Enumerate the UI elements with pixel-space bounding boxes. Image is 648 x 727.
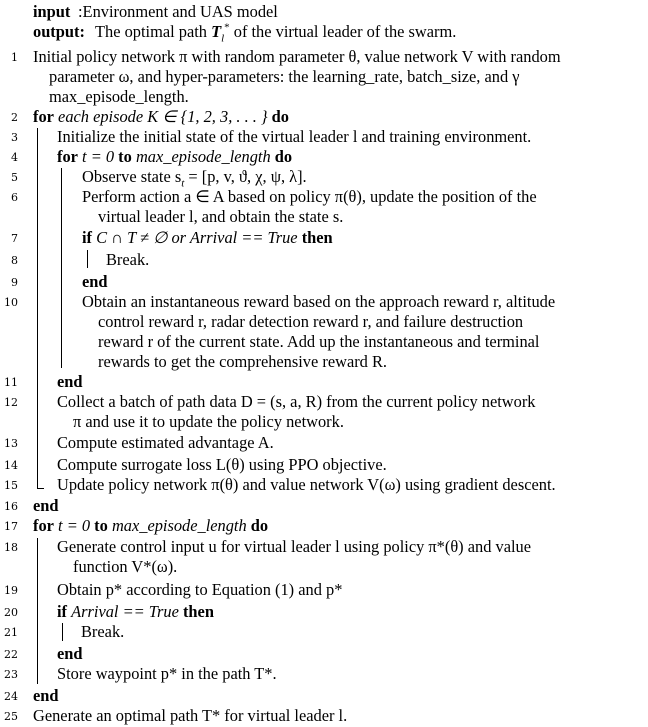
line-text: end (57, 372, 83, 391)
line-text: for t = 0 to max_episode_length do (33, 516, 269, 535)
line-text: Compute surrogate loss L(θ) using PPO objective. (57, 455, 387, 474)
line-text: if Arrival == True then (57, 602, 214, 621)
line-number: 9 (11, 276, 18, 289)
output-text: The optimal path $T_l^*$ of the virtual leader of the swarm. (95, 21, 457, 45)
line-number: 14 (4, 459, 18, 472)
line-text: Break. (106, 250, 150, 269)
line-number: 17 (4, 520, 18, 533)
line-text: Obtain p* according to Equation (1) and p* (57, 580, 343, 599)
line-number: 12 (4, 396, 18, 409)
line-number: 23 (4, 668, 18, 681)
line-number: 1 (11, 51, 18, 64)
line-number: 4 (11, 151, 18, 164)
line-text: parameter ω, and hyper-parameters: the learning_rate, batch_size, and γ (49, 67, 520, 86)
line-number: 21 (4, 626, 18, 639)
line-number: 6 (11, 191, 18, 204)
line-number: 24 (4, 690, 18, 703)
line-text: Obtain an instantaneous reward based on the approach reward r, altitude (82, 292, 556, 311)
block-bar (37, 538, 38, 684)
line-text: function V*(ω). (73, 557, 178, 576)
line-number: 19 (4, 584, 18, 597)
input-label: input (33, 2, 71, 21)
line-text: Observe state $s_t = [p$, v, ϑ, χ, ψ, λ]. (82, 167, 307, 190)
line-text: reward r of the current state. Add up the instantaneous and terminal (98, 332, 540, 351)
block-hook (37, 488, 44, 489)
line-text: control reward r, radar detection reward r, and failure destruction (98, 312, 524, 331)
line-text: π and use it to update the policy network. (73, 412, 344, 431)
line-number: 20 (4, 606, 18, 619)
line-text: Initial policy network π with random parameter θ, value network V with random (33, 47, 561, 66)
block-bar (61, 168, 62, 368)
line-text: if C ∩ T ≠ ∅ or Arrival == True then (82, 228, 333, 247)
line-number: 22 (4, 648, 18, 661)
output-label: output: (33, 22, 85, 41)
line-text: Generate an optimal path T* for virtual leader l. (33, 706, 348, 725)
line-number: 7 (11, 232, 18, 245)
line-text: Initialize the initial state of the virtual leader l and training environment. (57, 127, 532, 146)
line-text: end (82, 272, 108, 291)
line-number: 13 (4, 437, 18, 450)
block-bar (37, 128, 38, 488)
line-text: Generate control input u for virtual leader l using policy π*(θ) and value (57, 537, 531, 556)
line-number: 8 (11, 254, 18, 267)
line-number: 3 (11, 131, 18, 144)
line-number: 11 (4, 376, 18, 389)
line-number: 18 (4, 541, 18, 554)
line-number: 15 (4, 479, 18, 492)
line-number: 2 (11, 111, 18, 124)
line-text: end (57, 644, 83, 663)
line-text: end (33, 686, 59, 705)
block-bar (62, 623, 63, 641)
line-text: Store waypoint p* in the path T*. (57, 664, 277, 683)
line-text: max_episode_length. (49, 87, 189, 106)
line-text: Collect a batch of path data D = (s, a, R) from the current policy network (57, 392, 536, 411)
line-text: Compute estimated advantage A. (57, 433, 274, 452)
line-text: for each episode K ∈ {1, 2, 3, . . . } do (33, 107, 289, 126)
input-text: :Environment and UAS model (78, 2, 278, 21)
line-text: Perform action a ∈ A based on policy π(θ), update the position of the (82, 187, 537, 206)
line-text: Update policy network π(θ) and value network V(ω) using gradient descent. (57, 475, 556, 494)
line-number: 10 (4, 296, 18, 309)
line-text: virtual leader l, and obtain the state s. (98, 207, 344, 226)
line-number: 5 (11, 171, 18, 184)
line-text: rewards to get the comprehensive reward R. (98, 352, 388, 371)
block-bar (87, 250, 88, 268)
line-text: end (33, 496, 59, 515)
line-number: 25 (4, 710, 18, 723)
line-number: 16 (4, 500, 18, 513)
line-text: Break. (81, 622, 125, 641)
line-text: for t = 0 to max_episode_length do (57, 147, 293, 166)
